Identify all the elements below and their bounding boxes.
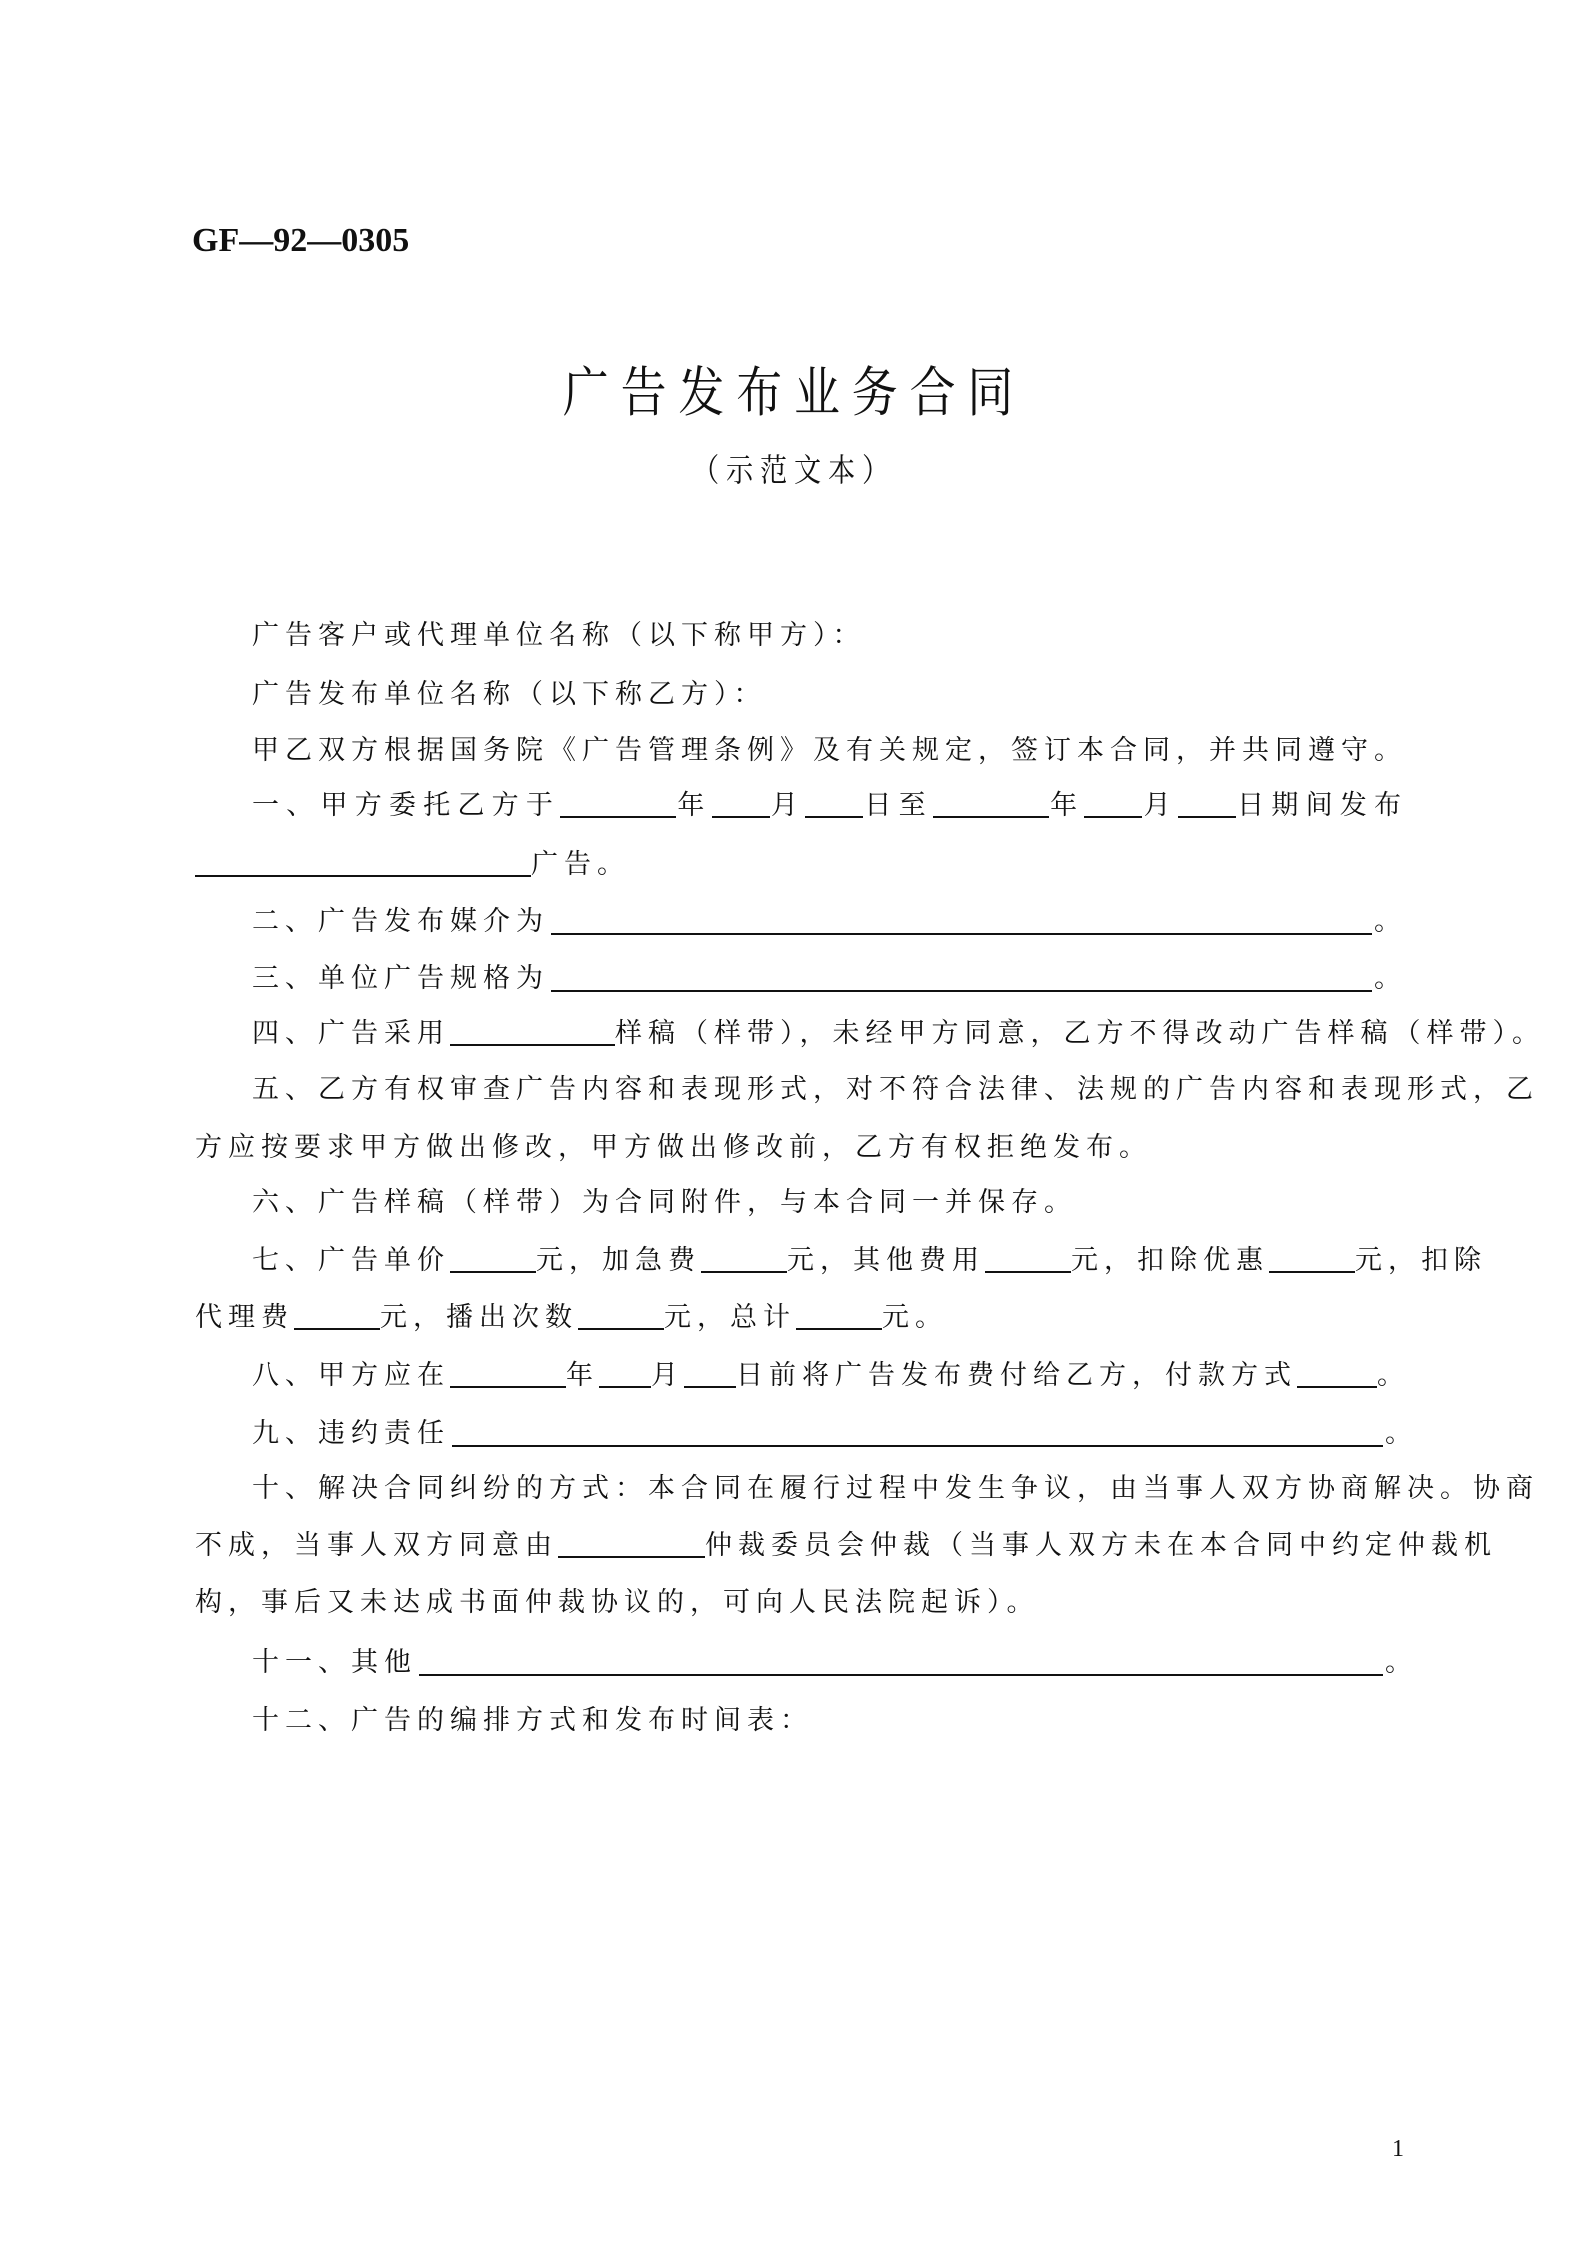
clause-text: 日至 — [863, 790, 933, 821]
party-a-line: 广告客户或代理单位名称（以下称甲方）： — [252, 620, 866, 651]
clause-text: 元，总计 — [664, 1302, 796, 1333]
clause-6: 六、广告样稿（样带）为合同附件，与本合同一并保存。 — [252, 1187, 1077, 1218]
blank-start-year[interactable] — [560, 790, 676, 818]
blank-ad-name[interactable] — [195, 849, 531, 877]
blank-broadcast-count[interactable] — [578, 1302, 664, 1330]
clause-3 — [252, 962, 1407, 996]
blank-arbitration[interactable] — [558, 1530, 705, 1558]
clause-11 — [252, 1646, 1418, 1680]
clause-text: 月 — [1142, 790, 1178, 821]
blank-start-day[interactable] — [805, 790, 863, 818]
clause-10: 十、解决合同纠纷的方式：本合同在履行过程中发生争议，由当事人双方协商解决。协商 — [252, 1473, 1539, 1504]
clause-1-cont — [195, 848, 1407, 882]
clause-text: 月 — [769, 790, 806, 821]
clause-12: 十二、广告的编排方式和发布时间表： — [252, 1705, 813, 1736]
blank-spec[interactable] — [551, 964, 1372, 992]
clause-text: 元，加急费 — [536, 1245, 701, 1276]
clause-7-cont — [195, 1301, 1407, 1335]
clause-text: 样稿（样带），未经甲方同意，乙方不得改动广告样稿（样带）。 — [615, 1018, 1545, 1049]
clause-text: 广告。 — [531, 849, 630, 880]
clause-text: 二、广告发布媒介为 — [252, 906, 549, 937]
blank-sample[interactable] — [450, 1018, 615, 1046]
blank-agency-fee[interactable] — [294, 1302, 380, 1330]
clause-text: 日期间发布 — [1235, 790, 1408, 821]
blank-liability[interactable] — [452, 1419, 1383, 1447]
clause-text: 日前将广告发布费付给乙方，付款方式 — [736, 1360, 1297, 1391]
contract-code: GF—92—0305 — [192, 222, 410, 259]
clause-2 — [252, 905, 1407, 939]
blank-unit-price[interactable] — [450, 1245, 536, 1273]
clause-10-cont — [195, 1529, 1497, 1563]
clause-5: 五、乙方有权审查广告内容和表现形式，对不符合法律、法规的广告内容和表现形式，乙 — [252, 1074, 1539, 1105]
clause-text: 年 — [676, 790, 712, 821]
clause-text: 。 — [1377, 1360, 1410, 1391]
clause-8 — [252, 1359, 1410, 1393]
clause-text: 。 — [1385, 1647, 1418, 1678]
clause-text: 月 — [651, 1360, 684, 1391]
blank-end-year[interactable] — [933, 790, 1049, 818]
clause-text: 仲裁委员会仲裁（当事人双方未在本合同中约定仲裁机 — [705, 1530, 1497, 1561]
blank-start-month[interactable] — [712, 790, 770, 818]
clause-9 — [252, 1417, 1418, 1451]
clause-text: 。 — [1385, 1418, 1418, 1449]
blank-rush-fee[interactable] — [701, 1245, 787, 1273]
blank-pay-year[interactable] — [450, 1360, 566, 1388]
blank-payment-method[interactable] — [1297, 1360, 1377, 1388]
clause-4 — [252, 1017, 1545, 1051]
blank-pay-month[interactable] — [599, 1360, 651, 1388]
blank-discount[interactable] — [1269, 1245, 1355, 1273]
blank-pay-day[interactable] — [684, 1360, 736, 1388]
clause-text: 。 — [1374, 906, 1407, 937]
page-title: 广告发布业务合同 — [562, 361, 1026, 424]
intro-line: 甲乙双方根据国务院《广告管理条例》及有关规定，签订本合同，并共同遵守。 — [252, 735, 1407, 766]
clause-text: 九、违约责任 — [252, 1418, 450, 1449]
clause-text: 不成，当事人双方同意由 — [195, 1530, 558, 1561]
clause-10-cont2: 构，事后又未达成书面仲裁协议的，可向人民法院起诉）。 — [195, 1587, 1040, 1618]
clause-text: 元，其他费用 — [787, 1245, 985, 1276]
clause-text: 。 — [1374, 963, 1407, 994]
party-b-line: 广告发布单位名称（以下称乙方）： — [252, 679, 767, 710]
clause-text: 三、单位广告规格为 — [252, 963, 549, 994]
clause-text: 年 — [566, 1360, 599, 1391]
blank-media[interactable] — [551, 907, 1372, 935]
blank-total[interactable] — [796, 1302, 882, 1330]
page-number: 1 — [1392, 2136, 1404, 2162]
blank-end-day[interactable] — [1178, 790, 1236, 818]
clause-text: 四、广告采用 — [252, 1018, 450, 1049]
clause-7 — [252, 1244, 1487, 1278]
clause-text: 元，扣除 — [1355, 1245, 1487, 1276]
clause-1 — [252, 789, 1407, 823]
blank-end-month[interactable] — [1084, 790, 1142, 818]
clause-text: 元，播出次数 — [380, 1302, 578, 1333]
clause-text: 十一、其他 — [252, 1647, 417, 1678]
clause-text: 元，扣除优惠 — [1071, 1245, 1269, 1276]
clause-5-cont: 方应按要求甲方做出修改，甲方做出修改前，乙方有权拒绝发布。 — [195, 1132, 1152, 1163]
clause-text: 七、广告单价 — [252, 1245, 450, 1276]
clause-text: 元。 — [882, 1302, 948, 1333]
clause-text: 一、甲方委托乙方于 — [252, 790, 561, 821]
blank-other-fees[interactable] — [985, 1245, 1071, 1273]
clause-text: 代理费 — [195, 1302, 294, 1333]
clause-text: 八、甲方应在 — [252, 1360, 450, 1391]
page-subtitle: （示范文本） — [691, 451, 896, 489]
blank-other[interactable] — [419, 1648, 1383, 1676]
clause-text: 年 — [1048, 790, 1085, 821]
